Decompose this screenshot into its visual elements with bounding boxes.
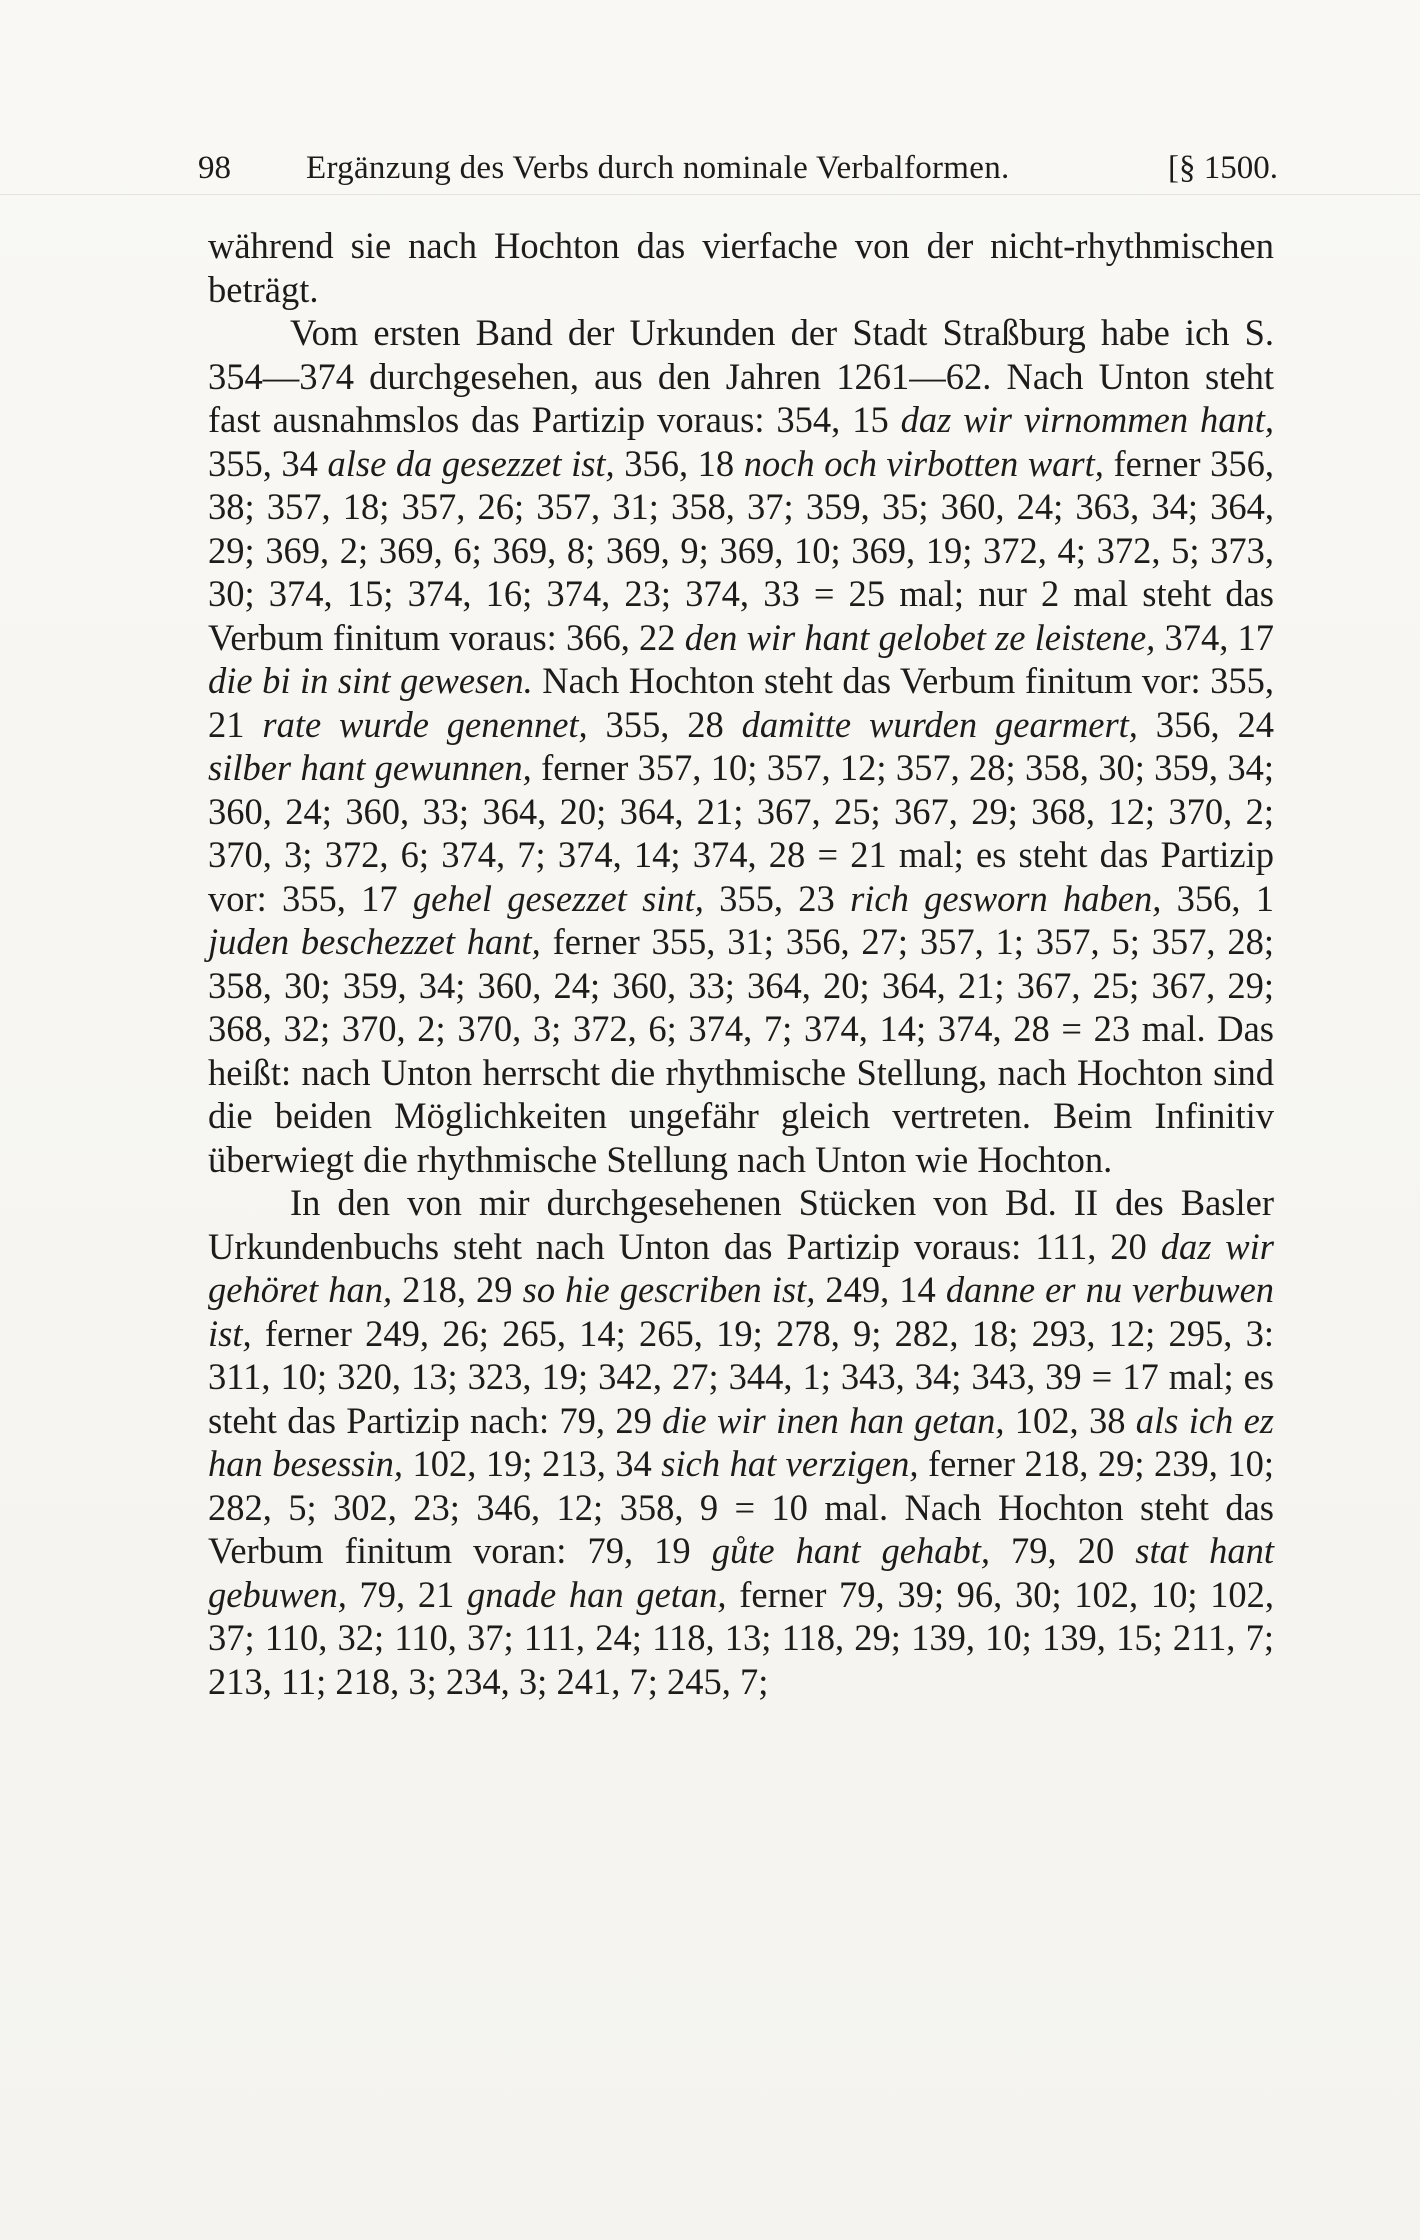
- text-run: 374, 17: [1155, 616, 1274, 658]
- quoted-example: die wir inen han getan,: [662, 1399, 1005, 1441]
- quoted-example: so hie gescriben ist,: [522, 1269, 816, 1310]
- text-run: ferner 355, 31; 356, 27; 357, 1; 357, 5; 357, 28; 358, 30; 359, 34; 360, 24; 360, 33; 364, 20; 364, 21; 367, 25; 367, 29; 368, 32; 370, 2; 370, 3; 372, 6; 374, 7; 374, 14; 374, 28 = 23 mal. Das heißt: nach Unton herrscht die rhythmische Stellung, nach Hochton sind die beiden Möglichkeiten ungefähr gleich vertreten. Beim Infinitiv überwiegt die rhythmische Stellung nach Unton wie Hochton.: [208, 921, 1274, 1180]
- quoted-example: danne er nu verbuwen ist,: [208, 1269, 1275, 1354]
- quoted-example: rich gesworn haben,: [850, 877, 1162, 919]
- quoted-example: damitte wurden gearmert,: [741, 703, 1138, 745]
- text-run: Vom ersten Band der Urkunden der Stadt Straßburg habe ich S. 354—374 durchgesehen, aus den Jahren 1261—62. Nach Unton steht fast ausnahmslos das Partizip voraus: 354, 15: [208, 312, 1274, 440]
- quoted-example: rate wurde genennet,: [262, 703, 588, 745]
- text-run: 356, 1: [1161, 877, 1275, 919]
- text-run: 79, 20: [990, 1530, 1136, 1571]
- paragraph-p3: [208, 1181, 1274, 1703]
- quoted-example: noch och virbotten wart,: [743, 442, 1104, 484]
- quoted-example: silber hant gewunnen,: [208, 747, 532, 788]
- text-run: 355, 28: [587, 703, 742, 745]
- quoted-example: gůte hant gehabt,: [711, 1530, 990, 1571]
- text-run: 79, 21: [346, 1573, 468, 1615]
- text-run: 355, 23: [703, 877, 851, 919]
- running-title: Ergänzung des Verbs durch nominale Verbalformen.: [306, 150, 1010, 186]
- text-run: 102, 19; 213, 34: [403, 1443, 662, 1484]
- body-text: [208, 224, 1274, 1703]
- quoted-example: alse da gesezzet ist,: [327, 442, 615, 484]
- text-run: 218, 29: [392, 1269, 523, 1310]
- quoted-example: sich hat verzigen,: [661, 1443, 919, 1484]
- text-run: 355, 34: [208, 442, 328, 484]
- quoted-example: stat hant gebuwen,: [208, 1530, 1274, 1615]
- text-run: 356, 18: [614, 442, 744, 484]
- quoted-example: daz wir gehöret han,: [208, 1225, 1274, 1310]
- text-run: In den von mir durchgesehenen Stücken von Bd. II des Basler Urkundenbuchs steht nach Unton das Partizip voraus: 111, 20: [208, 1182, 1274, 1267]
- section-marker: [§ 1500.: [1168, 150, 1278, 186]
- quoted-example: als ich ez han besessin,: [208, 1399, 1275, 1484]
- quoted-example: die bi in sint gewesen.: [208, 660, 533, 701]
- quoted-example: daz wir virnommen hant,: [900, 399, 1274, 440]
- text-run: ferner 249, 26; 265, 14; 265, 19; 278, 9; 282, 18; 293, 12; 295, 3: 311, 10; 320, 13; 323, 19; 342, 27; 344, 1; 343, 34; 343, 39 = 17 mal; es steht das Partizip nach: 79, 29: [208, 1312, 1274, 1441]
- text-run: ferner 357, 10; 357, 12; 357, 28; 358, 30; 359, 34; 360, 24; 360, 33; 364, 20; 364, 21; 367, 25; 367, 29; 368, 12; 370, 2; 370, 3; 372, 6; 374, 7; 374, 14; 374, 28 = 21 mal; es steht das Partizip vor: 355, 17: [208, 747, 1274, 919]
- text-run: während sie nach Hochton das vierfache von der nicht-rhythmischen beträgt.: [208, 225, 1274, 310]
- quoted-example: den wir hant gelobet ze leistene,: [684, 616, 1156, 658]
- page-number: 98: [198, 150, 231, 186]
- header-divider: [0, 194, 1420, 195]
- text-run: ferner 356, 38; 357, 18; 357, 26; 357, 31; 358, 37; 359, 35; 360, 24; 363, 34; 364, 29; 369, 2; 369, 6; 369, 8; 369, 9; 369, 10; 369, 19; 372, 4; 372, 5; 373, 30; 374, 15; 374, 16; 374, 23; 374, 33 = 25 mal; nur 2 mal steht das Verbum finitum voraus: 366, 22: [208, 442, 1275, 658]
- paragraph-p1: [208, 224, 1274, 311]
- quoted-example: gehel gesezzet sint,: [412, 877, 704, 919]
- paragraph-p2: [208, 311, 1274, 1181]
- text-run: 102, 38: [1004, 1399, 1136, 1441]
- quoted-example: gnade han getan,: [467, 1573, 727, 1615]
- text-run: Nach Hochton steht das Verbum finitum vor: 355, 21: [208, 660, 1274, 745]
- quoted-example: juden beschezzet hant,: [208, 921, 541, 962]
- text-run: 356, 24: [1137, 703, 1275, 745]
- text-run: ferner 218, 29; 239, 10; 282, 5; 302, 23; 346, 12; 358, 9 = 10 mal. Nach Hochton steht das Verbum finitum voran: 79, 19: [208, 1443, 1274, 1571]
- text-run: ferner 79, 39; 96, 30; 102, 10; 102, 37; 110, 32; 110, 37; 111, 24; 118, 13; 118, 29; 139, 10; 139, 15; 211, 7; 213, 11; 218, 3; 234, 3; 241, 7; 245, 7;: [208, 1573, 1275, 1702]
- text-run: 249, 14: [815, 1269, 946, 1310]
- page-header: [198, 150, 1278, 194]
